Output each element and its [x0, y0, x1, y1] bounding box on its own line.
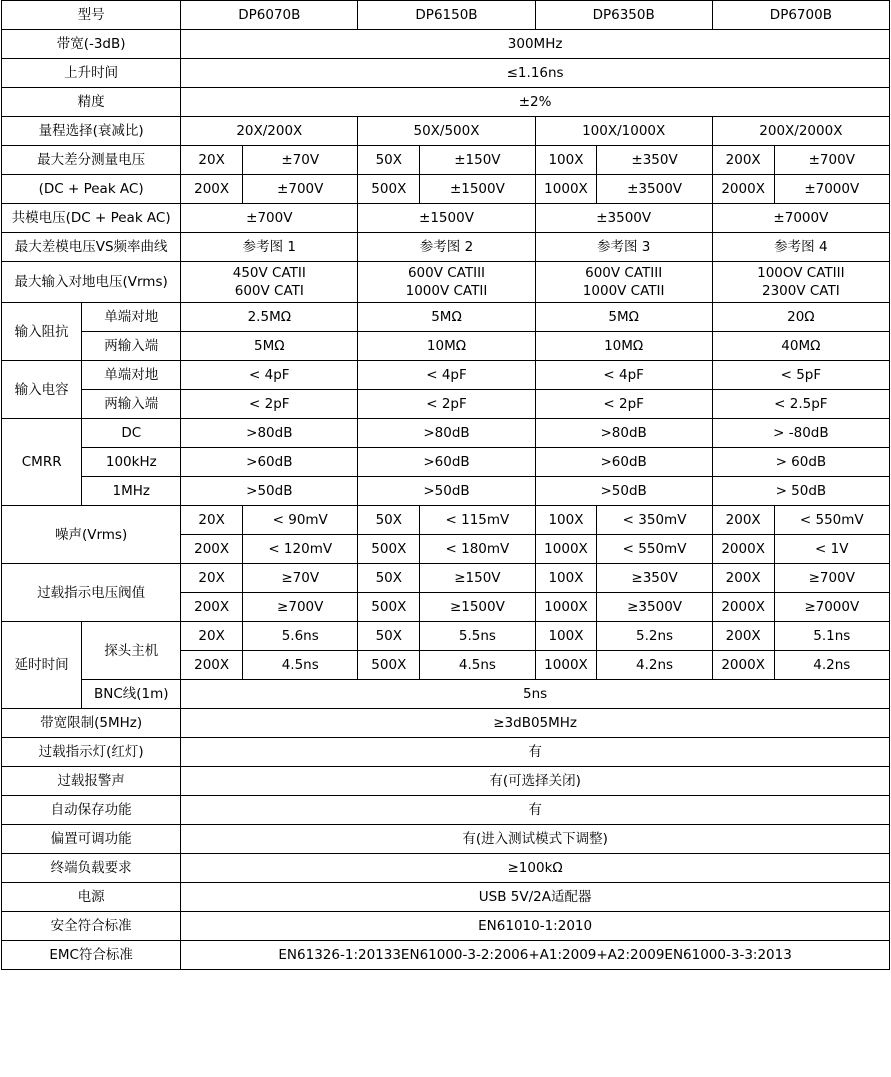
- overload-high-mult-2: 1000X: [535, 593, 597, 622]
- model-header-0: DP6070B: [181, 1, 358, 30]
- capacitance-single-value-0: < 4pF: [181, 361, 358, 390]
- max-diff-low-mult-1: 50X: [358, 146, 420, 175]
- row-value-rise-time: ≤1.16ns: [181, 59, 890, 88]
- row-label-model: 型号: [2, 1, 181, 30]
- table-row: [2, 175, 890, 204]
- delay-low-value-2: 5.2ns: [597, 622, 712, 651]
- overload-high-value-1: ≥1500V: [420, 593, 535, 622]
- noise-high-mult-2: 1000X: [535, 535, 597, 564]
- table-row: [2, 204, 890, 233]
- row-label-overload-threshold: 过载指示电压阀值: [2, 564, 181, 622]
- table-row: [2, 390, 890, 419]
- max-diff-low-value-3: ±700V: [774, 146, 889, 175]
- noise-low-value-3: < 550mV: [774, 506, 889, 535]
- row-value-safety-standard: EN61010-1:2010: [181, 912, 890, 941]
- row-label-range-select: 量程选择(衰减比): [2, 117, 181, 146]
- delay-high-mult-1: 500X: [358, 651, 420, 680]
- cmrr-100khz-value-0: >60dB: [181, 448, 358, 477]
- delay-high-mult-3: 2000X: [712, 651, 774, 680]
- common-mode-value-2: ±3500V: [535, 204, 712, 233]
- table-row: [2, 30, 890, 59]
- max-input-to-ground-value-0: 450V CATII 600V CATI: [181, 262, 358, 303]
- table-row: [2, 825, 890, 854]
- row-label-cmrr: CMRR: [2, 419, 82, 506]
- model-header-3: DP6700B: [712, 1, 889, 30]
- sub-label-cmrr-dc: DC: [82, 419, 181, 448]
- cmrr-dc-value-3: > -80dB: [712, 419, 889, 448]
- impedance-dual-value-1: 10MΩ: [358, 332, 535, 361]
- impedance-single-value-2: 5MΩ: [535, 303, 712, 332]
- table-row: [2, 303, 890, 332]
- range-select-value-0: 20X/200X: [181, 117, 358, 146]
- capacitance-dual-value-2: < 2pF: [535, 390, 712, 419]
- table-row: [2, 883, 890, 912]
- row-label-emc-standard: EMC符合标准: [2, 941, 181, 970]
- table-row: [2, 912, 890, 941]
- capacitance-dual-value-1: < 2pF: [358, 390, 535, 419]
- diff-vs-freq-value-3: 参考图 4: [712, 233, 889, 262]
- impedance-dual-value-2: 10MΩ: [535, 332, 712, 361]
- capacitance-single-value-1: < 4pF: [358, 361, 535, 390]
- max-input-to-ground-value-2: 600V CATIII 1000V CATII: [535, 262, 712, 303]
- max-diff-high-mult-2: 1000X: [535, 175, 597, 204]
- overload-low-mult-2: 100X: [535, 564, 597, 593]
- sub-label-cmrr-100khz: 100kHz: [82, 448, 181, 477]
- delay-bnc-value: 5ns: [181, 680, 890, 709]
- row-label-diff-vs-freq: 最大差模电压VS频率曲线: [2, 233, 181, 262]
- max-input-to-ground-value-1: 600V CATIII 1000V CATII: [358, 262, 535, 303]
- table-row: [2, 796, 890, 825]
- overload-low-value-3: ≥700V: [774, 564, 889, 593]
- overload-low-mult-0: 20X: [181, 564, 243, 593]
- delay-high-value-2: 4.2ns: [597, 651, 712, 680]
- row-value-accuracy: ±2%: [181, 88, 890, 117]
- sub-label-delay-probe-host: 探头主机: [82, 622, 181, 680]
- capacitance-single-value-3: < 5pF: [712, 361, 889, 390]
- max-diff-low-value-0: ±70V: [243, 146, 358, 175]
- row-label-max-input-to-ground: 最大输入对地电压(Vrms): [2, 262, 181, 303]
- common-mode-value-0: ±700V: [181, 204, 358, 233]
- overload-high-mult-3: 2000X: [712, 593, 774, 622]
- max-diff-high-mult-3: 2000X: [712, 175, 774, 204]
- table-row: [2, 506, 890, 535]
- impedance-single-value-0: 2.5MΩ: [181, 303, 358, 332]
- impedance-single-value-1: 5MΩ: [358, 303, 535, 332]
- delay-low-value-3: 5.1ns: [774, 622, 889, 651]
- overload-high-value-2: ≥3500V: [597, 593, 712, 622]
- max-diff-high-value-2: ±3500V: [597, 175, 712, 204]
- row-label-accuracy: 精度: [2, 88, 181, 117]
- max-diff-high-value-0: ±700V: [243, 175, 358, 204]
- impedance-dual-value-3: 40MΩ: [712, 332, 889, 361]
- capacitance-dual-value-3: < 2.5pF: [712, 390, 889, 419]
- table-row: [2, 117, 890, 146]
- sub-label-capacitance-single: 单端对地: [82, 361, 181, 390]
- capacitance-single-value-2: < 4pF: [535, 361, 712, 390]
- common-mode-value-1: ±1500V: [358, 204, 535, 233]
- table-row: [2, 419, 890, 448]
- diff-vs-freq-value-1: 参考图 2: [358, 233, 535, 262]
- table-row: [2, 262, 890, 303]
- sub-label-cmrr-1mhz: 1MHz: [82, 477, 181, 506]
- max-diff-low-mult-2: 100X: [535, 146, 597, 175]
- noise-low-mult-0: 20X: [181, 506, 243, 535]
- overload-high-value-3: ≥7000V: [774, 593, 889, 622]
- table-row: [2, 709, 890, 738]
- max-diff-low-mult-3: 200X: [712, 146, 774, 175]
- noise-high-mult-0: 200X: [181, 535, 243, 564]
- common-mode-value-3: ±7000V: [712, 204, 889, 233]
- noise-high-value-2: < 550mV: [597, 535, 712, 564]
- sub-label-capacitance-dual: 两输入端: [82, 390, 181, 419]
- overload-low-mult-1: 50X: [358, 564, 420, 593]
- row-label-max-diff-voltage-line1: 最大差分测量电压: [2, 146, 181, 175]
- row-label-max-diff-voltage-line2: (DC + Peak AC): [2, 175, 181, 204]
- row-label-bandwidth-limit: 带宽限制(5MHz): [2, 709, 181, 738]
- delay-high-value-0: 4.5ns: [243, 651, 358, 680]
- row-label-noise: 噪声(Vrms): [2, 506, 181, 564]
- table-row: [2, 88, 890, 117]
- max-diff-high-value-1: ±1500V: [420, 175, 535, 204]
- overload-low-mult-3: 200X: [712, 564, 774, 593]
- noise-high-mult-3: 2000X: [712, 535, 774, 564]
- noise-high-value-1: < 180mV: [420, 535, 535, 564]
- range-select-value-2: 100X/1000X: [535, 117, 712, 146]
- table-row: [2, 767, 890, 796]
- range-select-value-3: 200X/2000X: [712, 117, 889, 146]
- row-value-overload-lamp: 有: [181, 738, 890, 767]
- diff-vs-freq-value-2: 参考图 3: [535, 233, 712, 262]
- row-label-input-capacitance: 输入电容: [2, 361, 82, 419]
- overload-low-value-0: ≥70V: [243, 564, 358, 593]
- delay-low-mult-3: 200X: [712, 622, 774, 651]
- row-value-offset-adjust: 有(进入测试模式下调整): [181, 825, 890, 854]
- table-row: [2, 1, 890, 30]
- row-label-rise-time: 上升时间: [2, 59, 181, 88]
- delay-low-value-0: 5.6ns: [243, 622, 358, 651]
- cmrr-100khz-value-2: >60dB: [535, 448, 712, 477]
- row-label-overload-lamp: 过载指示灯(红灯): [2, 738, 181, 767]
- noise-high-value-3: < 1V: [774, 535, 889, 564]
- delay-low-mult-2: 100X: [535, 622, 597, 651]
- cmrr-1mhz-value-1: >50dB: [358, 477, 535, 506]
- row-value-power: USB 5V/2A适配器: [181, 883, 890, 912]
- delay-high-mult-2: 1000X: [535, 651, 597, 680]
- diff-vs-freq-value-0: 参考图 1: [181, 233, 358, 262]
- delay-low-mult-1: 50X: [358, 622, 420, 651]
- overload-high-mult-0: 200X: [181, 593, 243, 622]
- row-value-bandwidth-limit: ≥3dB05MHz: [181, 709, 890, 738]
- specifications-table: [1, 0, 890, 970]
- sub-label-impedance-single: 单端对地: [82, 303, 181, 332]
- noise-low-mult-2: 100X: [535, 506, 597, 535]
- row-value-auto-save: 有: [181, 796, 890, 825]
- row-value-bandwidth: 300MHz: [181, 30, 890, 59]
- row-label-auto-save: 自动保存功能: [2, 796, 181, 825]
- table-row: [2, 146, 890, 175]
- delay-high-mult-0: 200X: [181, 651, 243, 680]
- table-row: [2, 233, 890, 262]
- table-row: [2, 477, 890, 506]
- cmrr-100khz-value-1: >60dB: [358, 448, 535, 477]
- capacitance-dual-value-0: < 2pF: [181, 390, 358, 419]
- row-value-overload-alarm: 有(可选择关闭): [181, 767, 890, 796]
- table-row: [2, 941, 890, 970]
- row-label-terminal-load: 终端负载要求: [2, 854, 181, 883]
- overload-low-value-1: ≥150V: [420, 564, 535, 593]
- row-label-common-mode: 共模电压(DC + Peak AC): [2, 204, 181, 233]
- table-row: [2, 680, 890, 709]
- table-row: [2, 622, 890, 651]
- row-label-offset-adjust: 偏置可调功能: [2, 825, 181, 854]
- noise-low-mult-1: 50X: [358, 506, 420, 535]
- row-label-delay: 延时时间: [2, 622, 82, 709]
- row-label-bandwidth: 带宽(-3dB): [2, 30, 181, 59]
- table-row: [2, 564, 890, 593]
- max-diff-high-value-3: ±7000V: [774, 175, 889, 204]
- model-header-1: DP6150B: [358, 1, 535, 30]
- overload-high-mult-1: 500X: [358, 593, 420, 622]
- range-select-value-1: 50X/500X: [358, 117, 535, 146]
- cmrr-dc-value-2: >80dB: [535, 419, 712, 448]
- noise-high-value-0: < 120mV: [243, 535, 358, 564]
- sub-label-impedance-dual: 两输入端: [82, 332, 181, 361]
- noise-low-value-2: < 350mV: [597, 506, 712, 535]
- delay-low-value-1: 5.5ns: [420, 622, 535, 651]
- table-row: [2, 448, 890, 477]
- cmrr-100khz-value-3: > 60dB: [712, 448, 889, 477]
- table-row: [2, 59, 890, 88]
- max-input-to-ground-value-3: 100OV CATIII 2300V CATI: [712, 262, 889, 303]
- delay-high-value-3: 4.2ns: [774, 651, 889, 680]
- delay-low-mult-0: 20X: [181, 622, 243, 651]
- cmrr-dc-value-0: >80dB: [181, 419, 358, 448]
- noise-low-value-1: < 115mV: [420, 506, 535, 535]
- cmrr-1mhz-value-0: >50dB: [181, 477, 358, 506]
- impedance-dual-value-0: 5MΩ: [181, 332, 358, 361]
- cmrr-1mhz-value-3: > 50dB: [712, 477, 889, 506]
- model-header-2: DP6350B: [535, 1, 712, 30]
- impedance-single-value-3: 20Ω: [712, 303, 889, 332]
- max-diff-low-value-1: ±150V: [420, 146, 535, 175]
- cmrr-1mhz-value-2: >50dB: [535, 477, 712, 506]
- noise-low-mult-3: 200X: [712, 506, 774, 535]
- noise-high-mult-1: 500X: [358, 535, 420, 564]
- max-diff-low-value-2: ±350V: [597, 146, 712, 175]
- row-value-emc-standard: EN61326-1:20133EN61000-3-2:2006+A1:2009+A2:2009EN61000-3-3:2013: [181, 941, 890, 970]
- cmrr-dc-value-1: >80dB: [358, 419, 535, 448]
- sub-label-delay-bnc: BNC线(1m): [82, 680, 181, 709]
- overload-high-value-0: ≥700V: [243, 593, 358, 622]
- row-label-input-impedance: 输入阻抗: [2, 303, 82, 361]
- delay-high-value-1: 4.5ns: [420, 651, 535, 680]
- table-row: [2, 332, 890, 361]
- row-label-power: 电源: [2, 883, 181, 912]
- max-diff-high-mult-1: 500X: [358, 175, 420, 204]
- row-value-terminal-load: ≥100kΩ: [181, 854, 890, 883]
- noise-low-value-0: < 90mV: [243, 506, 358, 535]
- overload-low-value-2: ≥350V: [597, 564, 712, 593]
- max-diff-high-mult-0: 200X: [181, 175, 243, 204]
- row-label-safety-standard: 安全符合标准: [2, 912, 181, 941]
- row-label-overload-alarm: 过载报警声: [2, 767, 181, 796]
- table-row: [2, 854, 890, 883]
- table-row: [2, 361, 890, 390]
- table-row: [2, 738, 890, 767]
- max-diff-low-mult-0: 20X: [181, 146, 243, 175]
